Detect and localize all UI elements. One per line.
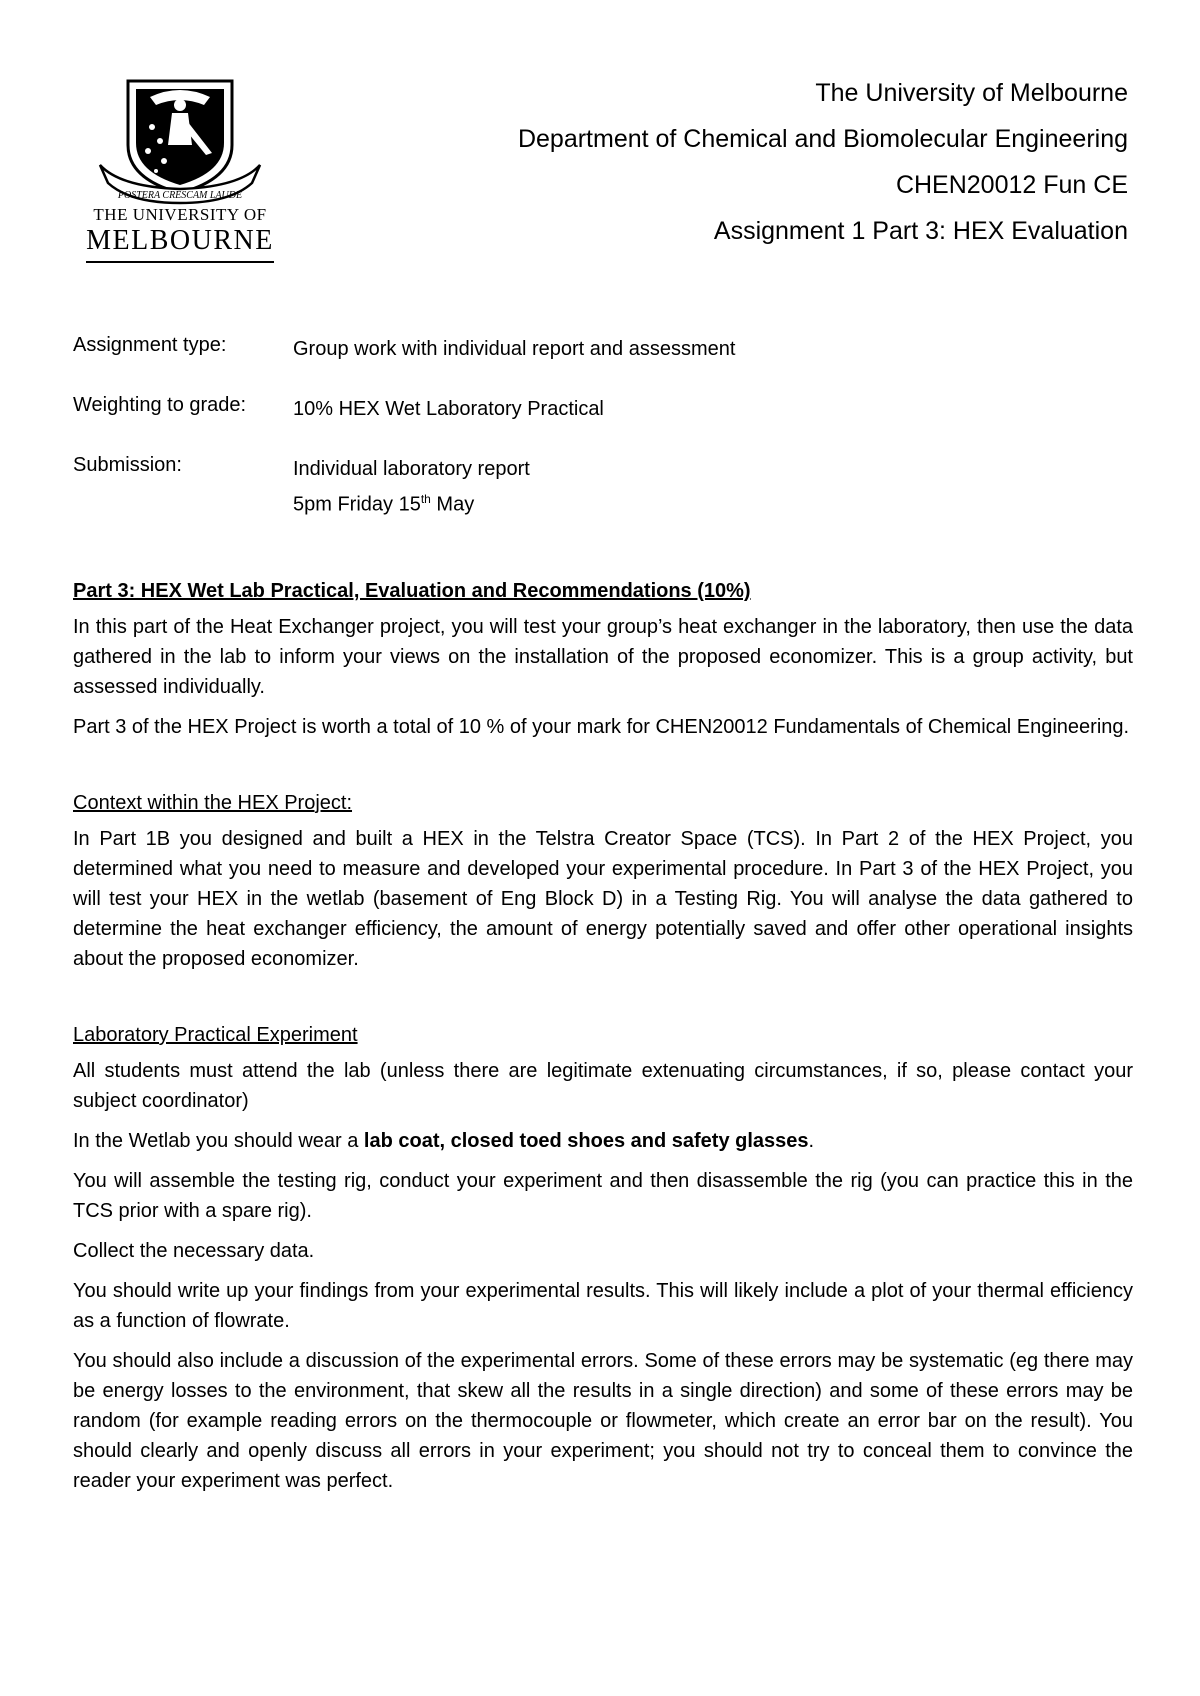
logo-divider <box>86 261 274 263</box>
assignment-title: Assignment 1 Part 3: HEX Evaluation <box>713 217 1128 245</box>
department-name: Department of Chemical and Biomolecular Engineering <box>517 125 1128 153</box>
lab-heading: Laboratory Practical Experiment <box>73 1024 358 1046</box>
document-body <box>73 576 1133 1506</box>
logo-text-line1: THE UNIVERSITY OF <box>93 205 267 224</box>
context-paragraph: In Part 1B you designed and built a HEX in the Telstra Creator Space (TCS). In Part 2 of the HEX Project, you determined what you need to measure and developed your experimental procedure. In Part 3 of the HEX Project, you will test your HEX in the wetlab (basement of Eng Block D) in a Testing Rig. You will analyse the data gathered to determine the heat exchanger efficiency, the amount of energy potentially saved and offer other operational insights about the proposed economizer. <box>73 828 1133 970</box>
submission-deadline: 5pm Friday 15th May <box>293 492 475 516</box>
lab-paragraph-4: Collect the necessary data. <box>73 1240 315 1262</box>
context-heading: Context within the HEX Project: <box>73 792 353 814</box>
logo-text-line2: MELBOURNE <box>86 225 274 256</box>
lab-paragraph-1: All students must attend the lab (unless there are legitimate extenuating circumstances, if so, please contact your subject coordinator) <box>73 1060 1133 1112</box>
lab-paragraph-2: In the Wetlab you should wear a lab coat, closed toed shoes and safety glasses. <box>73 1130 815 1152</box>
part3-paragraph-2: Part 3 of the HEX Project is worth a total of 10 % of your mark for CHEN20012 Fundamentals of Chemical Engineering. <box>73 716 1130 738</box>
lab-paragraph-3: You will assemble the testing rig, conduct your experiment and then disassemble the rig (you can practice this in the TCS prior with a spare rig). <box>73 1170 1133 1222</box>
university-name: The University of Melbourne <box>815 79 1128 107</box>
weighting-label: Weighting to grade: <box>73 394 247 416</box>
lab-paragraph-5: You should write up your findings from your experimental results. This will likely include a plot of your thermal efficiency as a function of flowrate. <box>73 1280 1133 1332</box>
part3-paragraph-1: In this part of the Heat Exchanger project, you will test your group’s heat exchanger in the laboratory, then use the data gathered in the lab to inform your views on the installation of the proposed economizer. This is a group activity, but assessed individually. <box>73 616 1133 698</box>
lab-paragraph-6: You should also include a discussion of the experimental errors. Some of these errors may be systematic (eg there may be energy losses to the environment, that skew all the results in a single direction) and some of these errors may be random (for example reading errors on the thermocouple or flowmeter, which create an error bar on the result). You should clearly and openly discuss all errors in your experiment; you should not try to conceal them to convince the reader your experiment was perfect. <box>73 1350 1133 1492</box>
submission-report: Individual laboratory report <box>293 458 530 480</box>
weighting-value: 10% HEX Wet Laboratory Practical <box>293 398 604 420</box>
subject-code: CHEN20012 Fun CE <box>895 171 1128 199</box>
motto-text: POSTERA CRESCAM LAUDE <box>117 190 243 201</box>
university-logo <box>80 75 280 265</box>
submission-value <box>293 454 993 520</box>
submission-label: Submission: <box>73 454 182 476</box>
assignment-type-label: Assignment type: <box>73 334 227 356</box>
part3-heading: Part 3: HEX Wet Lab Practical, Evaluation and Recommendations (10%) <box>73 580 751 602</box>
document-header <box>408 70 1128 254</box>
crest-icon <box>80 75 280 205</box>
assignment-type-value: Group work with individual report and assessment <box>293 338 736 360</box>
